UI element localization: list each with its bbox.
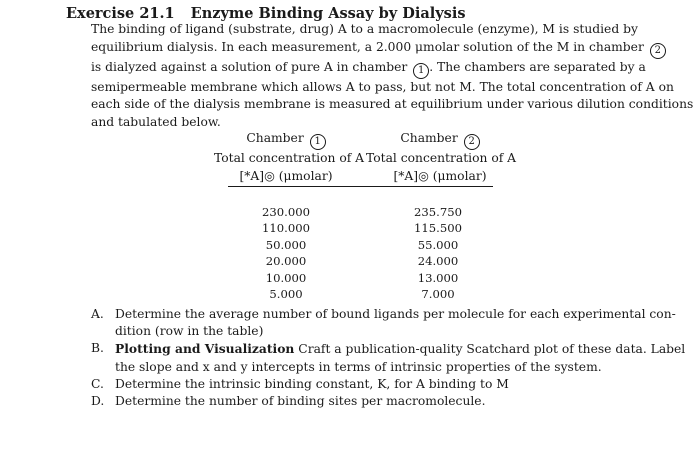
chamber-1-values — [250, 204, 322, 302]
table-header-chamber-2 — [366, 130, 517, 185]
intro-line-3-text-b: . The chambers are separated by a — [429, 59, 646, 74]
exercise-number: Exercise 21.1 — [66, 5, 175, 22]
table-cell: 235.750 — [414, 205, 462, 219]
question-label: B. — [91, 341, 104, 356]
question-label: C. — [91, 376, 104, 391]
question-list — [91, 306, 686, 410]
table-cell: 50.000 — [265, 237, 307, 252]
question-text — [115, 393, 651, 410]
chamber-2-title — [366, 130, 514, 150]
chamber-1-unit: [*A]◎ (μmolar) — [239, 168, 333, 183]
question-b-bold-lead: Plotting and Visualization — [115, 341, 295, 357]
chamber-1-circle-icon: 1 — [413, 63, 429, 79]
table-cell: 55.000 — [417, 237, 459, 252]
chamber-1-header-circle-icon: 1 — [310, 134, 326, 150]
chamber-2-unit: [*A]◎ (μmolar) — [393, 168, 487, 183]
intro-line-6: and tabulated below. — [91, 115, 221, 130]
question-text — [115, 340, 686, 375]
intro-paragraph — [91, 21, 694, 132]
chamber-1-label: Chamber — [246, 131, 304, 145]
question-text — [115, 306, 676, 340]
question-b-line-1 — [115, 340, 686, 358]
table-header-rule — [228, 186, 493, 187]
intro-line-5: each side of the dialysis membrane is measured at equilibrium under various dilution conditions — [91, 97, 694, 112]
table-cell: 20.000 — [265, 254, 307, 269]
table-cell: 7.000 — [421, 287, 455, 302]
intro-line-2-text: equilibrium dialysis. In each measurement, a 2.000 μmolar solution of the M in chamber — [91, 39, 644, 54]
question-a-line-2: dition (row in the table) — [115, 324, 264, 339]
table-cell: 110.000 — [262, 221, 310, 236]
question-b — [91, 340, 686, 375]
table-cell: 115.500 — [414, 221, 462, 236]
question-c — [91, 376, 651, 393]
chamber-1-title — [214, 130, 358, 150]
exercise-title: Enzyme Binding Assay by Dialysis — [190, 5, 466, 22]
table-cell: 13.000 — [417, 270, 459, 285]
table-cell: 5.000 — [269, 287, 303, 302]
table-cell: 230.000 — [262, 205, 310, 219]
chamber-2-circle-icon: 2 — [650, 43, 666, 59]
intro-line-2 — [91, 39, 661, 59]
question-a — [91, 306, 676, 340]
table-cell: 10.000 — [265, 270, 307, 285]
question-label: D. — [91, 394, 105, 409]
intro-line-3 — [91, 59, 646, 79]
table-header-chamber-1 — [214, 130, 365, 185]
chamber-2-label: Chamber — [400, 131, 458, 145]
exercise-heading — [66, 5, 466, 22]
question-a-line-1: Determine the average number of bound ligands per molecule for each experimental con- — [115, 307, 676, 321]
intro-line-1: The binding of ligand (substrate, drug) A to a macromolecule (enzyme), M is studied by — [91, 22, 638, 36]
question-d-line-1: Determine the number of binding sites per macromolecule. — [115, 394, 486, 409]
question-label: A. — [91, 307, 104, 321]
question-b-line-1-text: Craft a publication-quality Scatchard plot of these data. Label — [294, 342, 686, 357]
chamber-2-subheader: Total concentration of A — [366, 151, 517, 165]
question-b-line-2: the slope and x and y intercepts in terms of intrinsic properties of the system. — [115, 359, 602, 374]
intro-line-3-text-a: is dialyzed against a solution of pure A in chamber — [91, 59, 408, 74]
chamber-2-values — [402, 204, 474, 302]
table-cell: 24.000 — [417, 254, 459, 269]
question-c-line-1: Determine the intrinsic binding constant, K, for A binding to M — [115, 376, 509, 391]
question-text — [115, 376, 651, 393]
question-d — [91, 393, 651, 410]
chamber-2-header-circle-icon: 2 — [464, 134, 480, 150]
chamber-1-subheader: Total concentration of A — [214, 151, 365, 165]
intro-line-4: semipermeable membrane which allows A to pass, but not M. The total concentration of A on — [91, 79, 674, 94]
